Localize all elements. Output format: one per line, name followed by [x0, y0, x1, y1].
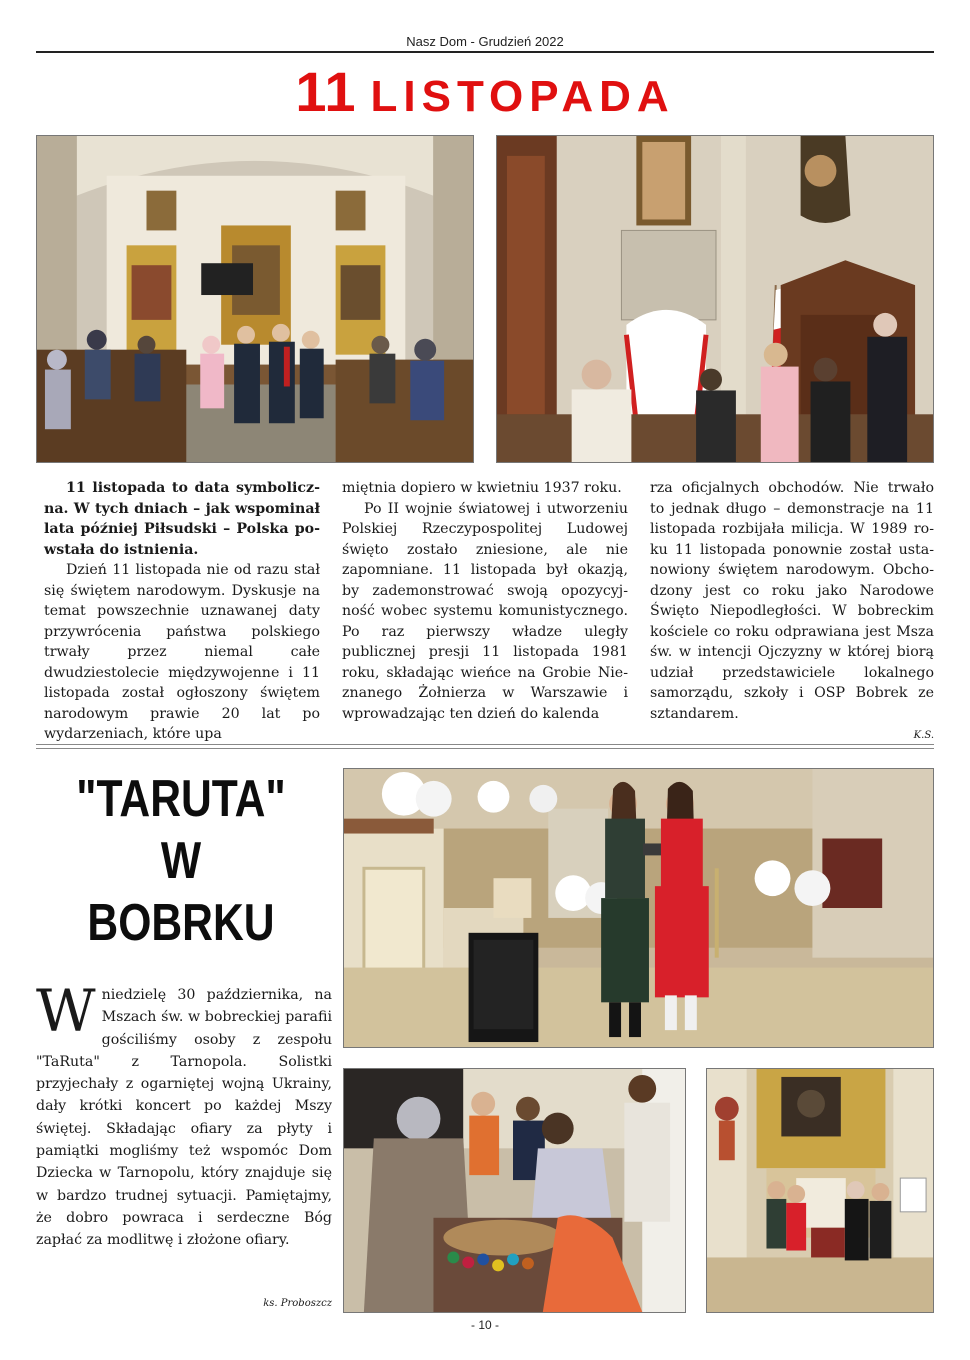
article1-paragraph: Dzień 11 listopada nie od razu stał się świętem narodowym. Dyskusje na temat powszechnie uznawanej daty przywrócenia państwa polskiego trwały przez niemal całe dwudziestolecie międzywojenne i 11 listopada został ogłoszony świętem narodowym prawie 20 lat po wydarzeniach, które upa — [44, 562, 320, 742]
article2-title-line: "TARUTA" — [76, 770, 286, 828]
article1-title — [36, 60, 934, 139]
article2-dropcap: W — [36, 977, 96, 1045]
article1-column-1 — [44, 478, 320, 745]
article1-paragraph: Po II wojnie światowej i utworzeniu Polskiej Rzeczypospolitej Ludowej święto zostało zniesione, ale nie zapomniane. 11 listopada był okazją, by zademonstrować swoją opozycyjność wobec systemu komunistycznego. Po raz pierwszy władze uległy publicznej presji 11 listopada 1981 roku, składając wieńce na Grobie Nieznanego Żołnierza w Warszawie i wprowadzając ten dzień do kalenda — [342, 500, 628, 722]
article1-title-number: 11 — [295, 60, 357, 123]
article2-paragraph: niedzielę 30 października, na Mszach św. w bobreckiej parafii gościliśmy osoby z zespołu "TaRuta" z Tarnopola. Solistki przyjechały z ogarniętej wojną Ukrainy, dały krótki koncert po każdej Mszy świętej. Składając ofiary za płyty i pamiątki mogliśmy też wspomóc Dom Dziecka w Tarnopolu, który znajduje się w bardzo trudnej sytuacji. Pamiętajmy, że dobro powraca i serdeczne Bóg zapłać za modlitwę i złożone ofiary. — [36, 987, 332, 1249]
photo-group-altar — [706, 1068, 934, 1313]
article1-column-2 — [342, 478, 628, 724]
header-rule — [36, 51, 934, 53]
article1-signature: K.S. — [913, 730, 934, 741]
article1-lead: 11 listopada to data symboliczna. W tych dniach – jak wspominał lata później Piłsudski – Polska powstała do istnienia. — [44, 480, 320, 558]
page-header: Nasz Dom - Grudzień 2022 — [406, 34, 564, 49]
article2-title-line: W — [160, 832, 202, 890]
photo-plaque-ceremony — [496, 135, 934, 463]
article1-paragraph: miętnia dopiero w kwietniu 1937 roku. — [342, 480, 622, 496]
section-divider-top — [36, 744, 934, 745]
photo-singers-altar — [343, 768, 934, 1048]
article2-signature: ks. Proboszcz — [263, 1298, 332, 1309]
article2-title-line: BOBRKU — [87, 894, 275, 952]
article1-title-word: LISTOPADA — [370, 72, 675, 121]
photo-donations-table — [343, 1068, 686, 1313]
photo-church-procession — [36, 135, 474, 463]
article2-title — [62, 768, 300, 954]
article1-column-3 — [650, 478, 934, 747]
article2-body — [36, 977, 332, 1252]
section-divider-bottom — [36, 748, 934, 749]
article1-paragraph: rza oficjalnych obchodów. Nie trwało to jednak długo – demonstracje na 11 listopada rozbijała milicja. W 1989 roku 11 listopada ponownie został ustanowiony świętem narodowym. Obchodzony jest co roku jako Narodowe Święto Niepodległości. W bobreckim kościele co roku odprawiana jest Msza św. w intencji Ojczyzny w której biorą udział przedstawiciele lokalnego samorządu, szkoły i OSP Bobrek ze sztandarem. — [650, 480, 934, 722]
page-number: - 10 - — [470, 1318, 499, 1332]
